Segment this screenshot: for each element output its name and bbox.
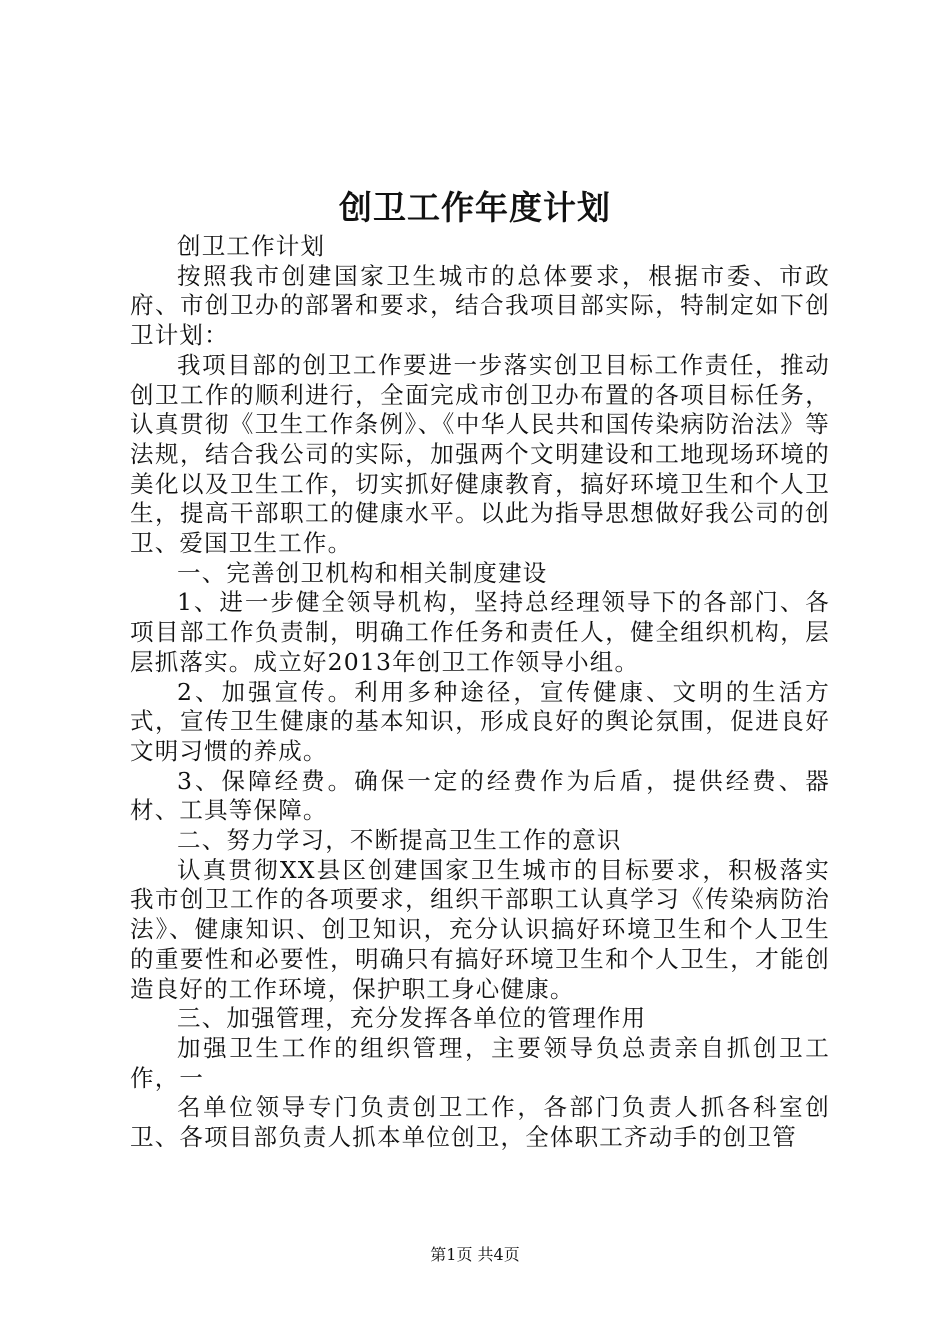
document-title: 创卫工作年度计划: [339, 188, 611, 227]
section-3-paragraph-2: 名单位领导专门负责创卫工作，各部门负责人抓各科室创卫、各项目部负责人抓本单位创卫，全体职工齐动手的创卫管: [130, 1093, 830, 1152]
intro-paragraph: 按照我市创建国家卫生城市的总体要求，根据市委、市政府、市创卫办的部署和要求，结合我项目部实际，特制定如下创卫计划：: [130, 261, 830, 350]
section-3-paragraph-1: 加强卫生工作的组织管理，主要领导负总责亲自抓创卫工作，一: [130, 1033, 830, 1092]
section-1-item-2: 2、加强宣传。利用多种途径，宣传健康、文明的生活方式，宣传卫生健康的基本知识，形成良好的舆论氛围，促进良好文明习惯的养成。: [130, 677, 830, 765]
section-2-paragraph: 认真贯彻XX县区创建国家卫生城市的目标要求，积极落实我市创卫工作的各项要求，组织干部职工认真学习《传染病防治法》、健康知识、创卫知识，充分认识搞好环境卫生和个人卫生的重要性和必要性，明确只有搞好环境卫生和个人卫生，才能创造良好的工作环境，保护职工身心健康。: [130, 855, 830, 1003]
section-1-item-1: 1、进一步健全领导机构，坚持总经理领导下的各部门、各项目部工作负责制，明确工作任务和责任人，健全组织机构，层层抓落实。成立好2013年创卫工作领导小组。: [130, 588, 830, 676]
section-heading-1: 一、完善创卫机构和相关制度建设: [177, 558, 548, 587]
section-heading-2: 二、努力学习，不断提高卫生工作的意识: [177, 826, 622, 855]
section-1-item-3: 3、保障经费。确保一定的经费作为后盾，提供经费、器材、工具等保障。: [130, 766, 830, 825]
section-heading-3: 三、加强管理，充分发挥各单位的管理作用: [177, 1004, 647, 1033]
plan-subtitle: 创卫工作计划: [177, 232, 326, 260]
page-footer: 第1页 共4页: [430, 1245, 520, 1264]
guiding-paragraph: 我项目部的创卫工作要进一步落实创卫目标工作责任，推动创卫工作的顺利进行，全面完成市创卫办布置的各项目标任务，认真贯彻《卫生工作条例》、《中华人民共和国传染病防治法》等法规，结合我公司的实际，加强两个文明建设和工地现场环境的美化以及卫生工作，切实抓好健康教育，搞好环境卫生和个人卫生，提高干部职工的健康水平。以此为指导思想做好我公司的创卫、爱国卫生工作。: [130, 350, 830, 558]
document-body: [130, 232, 830, 1153]
